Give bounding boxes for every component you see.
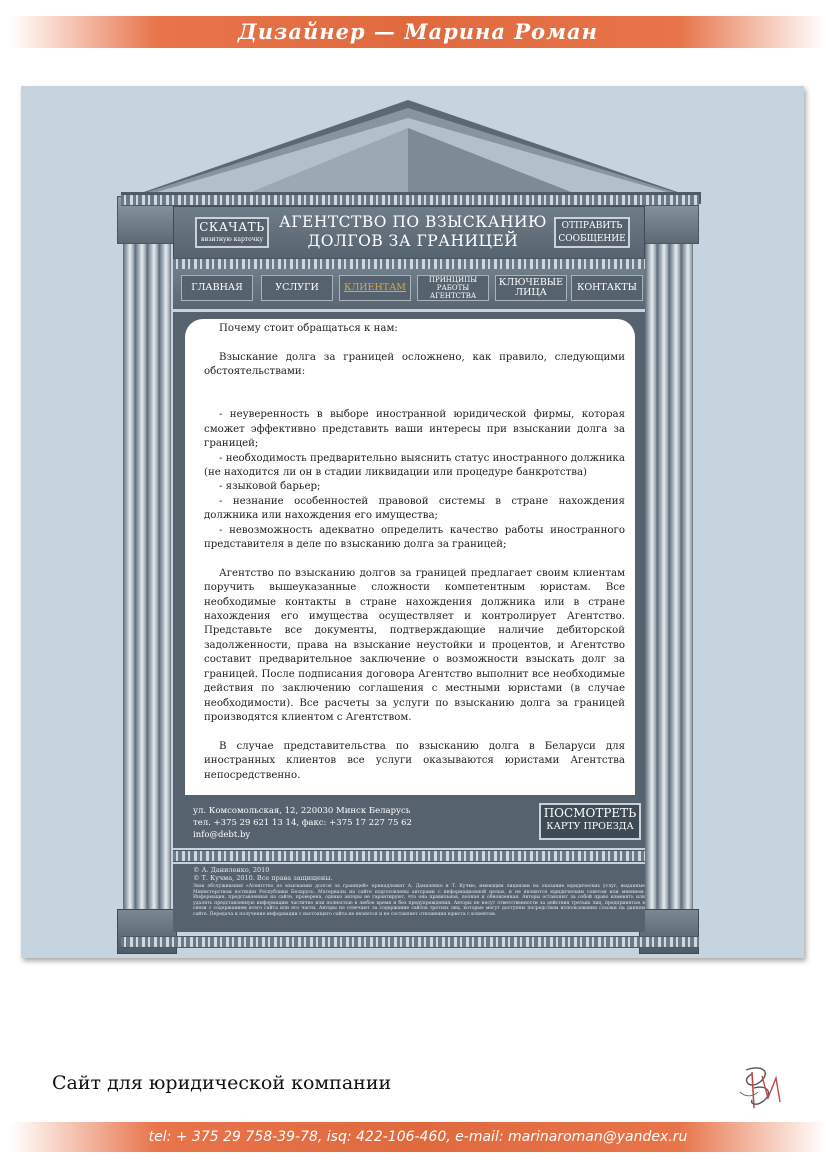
nav-home[interactable]: ГЛАВНАЯ bbox=[181, 275, 253, 301]
send-label-line1: ОТПРАВИТЬ bbox=[561, 221, 623, 231]
designer-monogram-logo bbox=[732, 1062, 788, 1114]
download-sublabel: визитную карточку bbox=[201, 236, 263, 243]
send-label-line2: СООБЩЕНИЕ bbox=[558, 234, 626, 244]
content-intro: Взыскание долга за границей осложнено, как правило, следующими обстоятельствами: bbox=[204, 351, 625, 378]
map-label-line1: ПОСМОТРЕТЬ bbox=[543, 806, 637, 820]
left-column bbox=[117, 196, 177, 954]
content-paragraph: В случае представительства по взысканию долга в Беларуси для иностранных клиентов все услуги оказываются юристами Агентства непосредственно. bbox=[204, 740, 625, 781]
download-label: СКАЧАТЬ bbox=[199, 220, 265, 234]
nav-clients[interactable]: КЛИЕНТАМ bbox=[339, 275, 411, 301]
designer-contacts-banner: tel: + 375 29 758-39-78, isq: 422-106-460, e-mail: marinaroman@yandex.ru bbox=[10, 1122, 826, 1152]
meander-border-bottom bbox=[121, 936, 699, 948]
bullet-item: - неуверенность в выборе иностранной юридической фирмы, которая сможет эффективно представить ваши интересы при взыскании долга за границей; bbox=[204, 409, 625, 450]
site-title-line2: ДОЛГОВ ЗА ГРАНИЦЕЙ bbox=[307, 232, 519, 250]
column-shaft bbox=[645, 244, 693, 909]
pediment-roof bbox=[121, 100, 701, 204]
site-title bbox=[271, 213, 555, 251]
bullet-item: - незнание особенностей правовой системы в стране нахождения должника или нахождения его имущества; bbox=[204, 495, 625, 522]
site-title-line1: АГЕНТСТВО ПО ВЗЫСКАНИЮ bbox=[279, 213, 547, 231]
nav-contacts[interactable]: КОНТАКТЫ bbox=[571, 275, 643, 301]
copyright bbox=[193, 866, 332, 882]
send-message-button[interactable] bbox=[554, 217, 630, 248]
disclaimer-text: Знак обслуживания «Агентство по взысканию долгов за границей» принадлежит А. Даниленко и Т. Кучме, имеющим лицензии на оказание юридических услуг, выданные Министерством юстиции Республики Беларусь. Материалы на сайте подготовлены авторами с информационной целью, и не являются юридическим советом или мнением. Информация, представленная на сайте, проверена, однако авторы не гарантируют, что она правильная, полная и обновленная. Авторы оставляют за собой право изменять или удалять представленную информацию частично или полностью в любое время и без предупреждения. Авторы не несут ответственности за действия третьих лиц, предпринятые в связи с содержанием всего сайта или его части. Авторы не отвечают за содержание сайтов третьих лиц, которые могут доступны посредством использования ссылки на данном сайте. Передача и получение информации с настоящего сайта не является и не составляет отношения юриста с клиентом. bbox=[193, 884, 645, 917]
content-heading: Почему стоит обращаться к нам: bbox=[219, 323, 398, 334]
bullet-item: - необходимость предварительно выяснить статус иностранного должника (не находится ли он в стадии ликвидации или процедуре банкротства) bbox=[204, 452, 625, 479]
address-text: ул. Комсомольская, 12, 220030 Минск Беларусь bbox=[193, 806, 411, 816]
content-paragraph: Агентство по взысканию долгов за границей предлагает своим клиентам поручить вышеуказанные сложности компетентным юристам. Все необходимые контакты в стране нахождения должника или в стране нахождения его имущества осуществляет и контролирует Агентство. Представьте все документы, подтверждающие наличие дебиторской задолженности, права на взыскание неустойки и процентов, и Агентство составит предварительное заключение о возможности взыскать долг за границей. После подписания договора Агентство выполнит все необходимые действия по заключению соглашения с местными юристами (в случае необходимости). Все расчеты за услуги по взысканию долга за границей производятся клиентом с Агентством. bbox=[204, 567, 625, 723]
content-text bbox=[204, 322, 625, 783]
bullet-item: - языковой барьер; bbox=[219, 481, 321, 493]
website-mockup bbox=[21, 86, 804, 958]
copyright-line1: © А. Даниленко, 2010 bbox=[193, 866, 270, 874]
portfolio-caption: Сайт для юридической компании bbox=[52, 1072, 392, 1094]
nav-services[interactable]: УСЛУГИ bbox=[261, 275, 333, 301]
email-link[interactable]: info@debt.by bbox=[193, 830, 251, 840]
designer-banner: Дизайнер — Марина Роман bbox=[10, 16, 826, 48]
contact-info bbox=[193, 805, 412, 841]
nav-principles[interactable]: ПРИНЦИПЫ РАБОТЫ АГЕНТСТВА bbox=[417, 275, 489, 301]
bullet-item: - невозможность адекватно определить качество работы иностранного представителя в деле по взысканию долга за границей; bbox=[204, 524, 625, 551]
right-column bbox=[639, 196, 699, 954]
map-label-line2: КАРТУ ПРОЕЗДА bbox=[546, 821, 634, 832]
phone-text: тел. +375 29 621 13 14, факс: +375 17 227 75 62 bbox=[193, 818, 412, 828]
view-map-button[interactable] bbox=[539, 803, 641, 840]
column-shaft bbox=[123, 244, 171, 909]
download-card-button[interactable] bbox=[195, 217, 269, 248]
meander-border-top bbox=[121, 194, 699, 206]
nav-key-persons[interactable]: КЛЮЧЕВЫЕ ЛИЦА bbox=[495, 275, 567, 301]
legal-footer bbox=[173, 864, 645, 932]
copyright-line2: © Т. Кучма, 2010. Все права защищены. bbox=[193, 874, 333, 882]
meander-border-legal bbox=[173, 850, 645, 862]
